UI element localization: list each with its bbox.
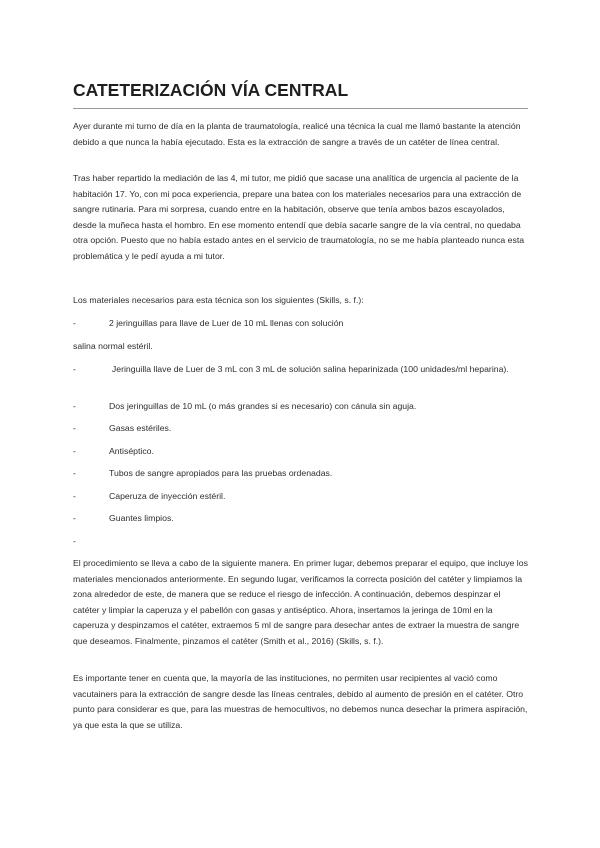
list-dash: - [73, 468, 76, 478]
paragraph-considerations: Es importante tener en cuenta que, la mayoría de las instituciones, no permiten usar recipientes al vació como vacutainers para la extracción de sangre desde las líneas centrales, debido al aumento de presión en el catéter. Otro punto para considerar es que, para las muestras de hemocultivos, no debemos nunca desechar la primera aspiración, ya que esta la que se utiliza. [73, 673, 528, 730]
list-item-continuation: salina normal estéril. [73, 341, 153, 351]
list-item-text: Caperuza de inyección estéril. [109, 491, 226, 501]
list-dash: - [73, 446, 76, 456]
list-dash: - [73, 401, 76, 411]
materials-intro: Los materiales necesarios para esta técnica son los siguientes (Skills, s. f.): [73, 295, 364, 305]
list-item-text: Antiséptico. [109, 446, 154, 456]
list-empty-dash: - [73, 536, 76, 546]
list-dash: - [73, 423, 76, 433]
list-dash: - [73, 491, 76, 501]
paragraph-intro-experience: Ayer durante mi turno de día en la planta de traumatología, realicé una técnica la cual me llamó bastante la atención debido a que nunca la había ejecutado. Esta es la extracción de sangre a través de un catéter de línea central. [73, 121, 521, 147]
list-item-text: Gasas estériles. [109, 423, 172, 433]
paragraph-situation: Tras haber repartido la mediación de las 4, mi tutor, me pidió que sacase una analítica de urgencia al paciente de la habitación 17. Yo, con mi poca experiencia, prepare una batea con los materiales necesarios para una extracción de sangre rutinaria. Para mi sorpresa, cuando entre en la habitación, observe que tenía ambos bazos escayolados, desde la muñeca hasta el hombro. En ese momento entendí que debía sacarle sangre de la vía central, no quedaba otra opción. Puesto que no había estado antes en el servicio de traumatología, no se me había planteado nunca esta problemática y le pedí ayuda a mi tutor. [73, 173, 525, 261]
document-title: CATETERIZACIÓN VÍA CENTRAL [73, 80, 349, 100]
paragraph-procedure: El procedimiento se lleva a cabo de la siguiente manera. En primer lugar, debemos preparar el equipo, que incluye los materiales mencionados anteriormente. En segundo lugar, verificamos la correcta posición del catéter y limpiamos la zona alrededor de este, de manera que se reduce el riesgo de infección. A continuación, debemos despinzar el catéter y limpiar la caperuza y el pabellón con gasas y antiséptico. Ahora, insertamos la jeringa de 10ml en la caperuza y despinzamos el catéter, extraemos 5 ml de sangre para desechar antes de extraer la muestra de sangre que deseamos. Finalmente, pinzamos el catéter (Smith et al., 2016) (Skills, s. f.). [73, 558, 528, 646]
list-item [73, 362, 528, 378]
list-item-text: Tubos de sangre apropiados para las pruebas ordenadas. [109, 468, 333, 478]
title-divider [73, 108, 528, 109]
list-item-text: Dos jeringuillas de 10 mL (o más grandes si es necesario) con cánula sin aguja. [109, 401, 417, 411]
list-item-text: Guantes limpios. [109, 513, 174, 523]
list-dash: - [73, 513, 76, 523]
list-dash: - [73, 318, 76, 328]
list-item-text: Jeringuilla llave de Luer de 3 mL con 3 mL de solución salina heparinizada (100 unidades/ml heparina). [111, 364, 509, 374]
list-item-text: 2 jeringuillas para llave de Luer de 10 mL llenas con solución [109, 318, 344, 328]
list-dash: - [73, 364, 76, 374]
